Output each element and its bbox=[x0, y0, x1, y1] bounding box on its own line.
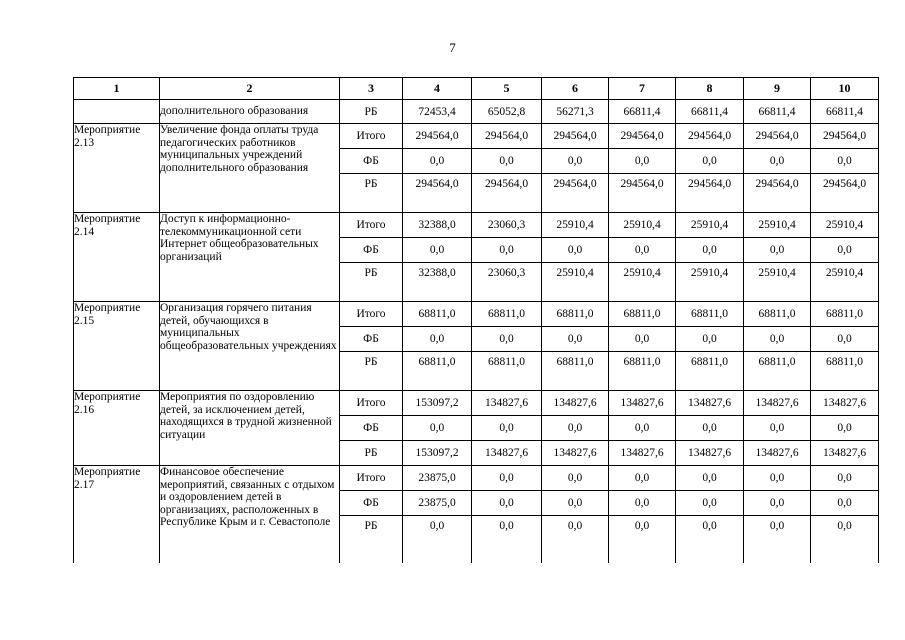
value-cell: 294564,0 bbox=[472, 124, 542, 149]
value-cell: 294564,0 bbox=[403, 174, 472, 213]
value-cell: 68811,0 bbox=[811, 302, 879, 327]
value-cell: 0,0 bbox=[472, 416, 542, 441]
value-cell: 294564,0 bbox=[676, 124, 744, 149]
value-cell: 0,0 bbox=[403, 327, 472, 352]
measure-label: Мероприятие 2.15 bbox=[74, 302, 160, 391]
funding-source: РБ bbox=[340, 174, 403, 213]
value-cell: 0,0 bbox=[542, 466, 609, 491]
value-cell: 68811,0 bbox=[472, 302, 542, 327]
value-cell: 0,0 bbox=[403, 149, 472, 174]
funding-source: ФБ bbox=[340, 238, 403, 263]
funding-source: Итого bbox=[340, 302, 403, 327]
value-cell: 0,0 bbox=[676, 416, 744, 441]
table-row bbox=[74, 213, 879, 238]
value-cell: 134827,6 bbox=[676, 391, 744, 416]
value-cell: 68811,0 bbox=[542, 302, 609, 327]
value-cell: 68811,0 bbox=[676, 302, 744, 327]
value-cell: 0,0 bbox=[744, 491, 811, 516]
funding-source: РБ bbox=[340, 100, 403, 124]
funding-source: ФБ bbox=[340, 416, 403, 441]
funding-source: РБ bbox=[340, 441, 403, 466]
funding-source: ФБ bbox=[340, 327, 403, 352]
value-cell: 0,0 bbox=[472, 491, 542, 516]
value-cell: 153097,2 bbox=[403, 441, 472, 466]
value-cell: 0,0 bbox=[744, 327, 811, 352]
value-cell: 0,0 bbox=[676, 491, 744, 516]
page-number: 7 bbox=[449, 40, 456, 55]
value-cell: 0,0 bbox=[744, 516, 811, 580]
value-cell: 153097,2 bbox=[403, 391, 472, 416]
funding-source: Итого bbox=[340, 391, 403, 416]
value-cell: 0,0 bbox=[609, 466, 676, 491]
value-cell: 0,0 bbox=[472, 466, 542, 491]
header-cell: 9 bbox=[744, 78, 811, 100]
measure-description: Мероприятия по оздоровлению детей, за исключением детей, находящихся в трудной жизненной ситуации bbox=[160, 391, 340, 466]
header-cell: 6 bbox=[542, 78, 609, 100]
measure-description: Финансовое обеспечение мероприятий, связанных с отдыхом и оздоровлением детей в организациях, расположенных в Республике Крым и г. Севастополе bbox=[160, 466, 340, 580]
value-cell: 294564,0 bbox=[472, 174, 542, 213]
value-cell: 23060,3 bbox=[472, 263, 542, 302]
value-cell: 294564,0 bbox=[744, 174, 811, 213]
value-cell: 0,0 bbox=[472, 516, 542, 580]
value-cell: 68811,0 bbox=[744, 352, 811, 391]
value-cell: 0,0 bbox=[472, 238, 542, 263]
value-cell: 294564,0 bbox=[542, 124, 609, 149]
header-cell: 1 bbox=[74, 78, 160, 100]
value-cell: 134827,6 bbox=[472, 391, 542, 416]
value-cell: 56271,3 bbox=[542, 100, 609, 124]
value-cell: 0,0 bbox=[609, 516, 676, 580]
value-cell: 0,0 bbox=[542, 149, 609, 174]
value-cell: 0,0 bbox=[472, 327, 542, 352]
value-cell: 0,0 bbox=[744, 416, 811, 441]
table-row bbox=[74, 391, 879, 416]
value-cell: 68811,0 bbox=[472, 352, 542, 391]
value-cell: 0,0 bbox=[472, 149, 542, 174]
value-cell: 68811,0 bbox=[403, 302, 472, 327]
value-cell: 134827,6 bbox=[811, 391, 879, 416]
value-cell: 68811,0 bbox=[609, 352, 676, 391]
funding-source: РБ bbox=[340, 516, 403, 580]
value-cell: 25910,4 bbox=[609, 213, 676, 238]
value-cell: 25910,4 bbox=[811, 213, 879, 238]
value-cell: 0,0 bbox=[609, 416, 676, 441]
value-cell: 0,0 bbox=[542, 516, 609, 580]
value-cell: 134827,6 bbox=[542, 391, 609, 416]
table-row bbox=[74, 466, 879, 491]
funding-source: Итого bbox=[340, 466, 403, 491]
funding-source: ФБ bbox=[340, 491, 403, 516]
value-cell: 0,0 bbox=[811, 516, 879, 580]
value-cell: 0,0 bbox=[542, 238, 609, 263]
value-cell: 0,0 bbox=[744, 149, 811, 174]
value-cell: 0,0 bbox=[811, 149, 879, 174]
measure-description: Организация горячего питания детей, обучающихся в муниципальных общеобразовательных учреждениях bbox=[160, 302, 340, 391]
measure-label: Мероприятие 2.16 bbox=[74, 391, 160, 466]
measure-description: дополнительного образования bbox=[160, 100, 340, 124]
measure-description: Увеличение фонда оплаты труда педагогических работников муниципальных учреждений дополнительного образования bbox=[160, 124, 340, 213]
value-cell: 0,0 bbox=[811, 491, 879, 516]
header-cell: 3 bbox=[340, 78, 403, 100]
value-cell: 65052,8 bbox=[472, 100, 542, 124]
measure-label: Мероприятие 2.13 bbox=[74, 124, 160, 213]
value-cell: 32388,0 bbox=[403, 213, 472, 238]
value-cell: 0,0 bbox=[676, 466, 744, 491]
value-cell: 25910,4 bbox=[542, 213, 609, 238]
value-cell: 66811,4 bbox=[811, 100, 879, 124]
table-body bbox=[74, 100, 879, 606]
value-cell: 134827,6 bbox=[676, 441, 744, 466]
header-cell: 10 bbox=[811, 78, 879, 100]
value-cell: 68811,0 bbox=[676, 352, 744, 391]
measure-label: Мероприятие 2.17 bbox=[74, 466, 160, 580]
value-cell: 0,0 bbox=[676, 149, 744, 174]
value-cell: 72453,4 bbox=[403, 100, 472, 124]
value-cell: 294564,0 bbox=[744, 124, 811, 149]
value-cell: 294564,0 bbox=[609, 124, 676, 149]
value-cell: 0,0 bbox=[542, 491, 609, 516]
value-cell: 134827,6 bbox=[609, 441, 676, 466]
value-cell: 25910,4 bbox=[744, 213, 811, 238]
value-cell: 68811,0 bbox=[403, 352, 472, 391]
value-cell: 32388,0 bbox=[403, 263, 472, 302]
header-cell: 4 bbox=[403, 78, 472, 100]
value-cell: 23875,0 bbox=[403, 491, 472, 516]
value-cell: 25910,4 bbox=[542, 263, 609, 302]
budget-table bbox=[73, 77, 879, 606]
value-cell: 294564,0 bbox=[403, 124, 472, 149]
value-cell: 68811,0 bbox=[744, 302, 811, 327]
table-row bbox=[74, 100, 879, 124]
value-cell: 68811,0 bbox=[609, 302, 676, 327]
funding-source: ФБ bbox=[340, 149, 403, 174]
value-cell: 25910,4 bbox=[744, 263, 811, 302]
page-bottom-margin bbox=[0, 563, 905, 640]
header-cell: 5 bbox=[472, 78, 542, 100]
funding-source: Итого bbox=[340, 213, 403, 238]
value-cell: 23060,3 bbox=[472, 213, 542, 238]
value-cell: 134827,6 bbox=[609, 391, 676, 416]
value-cell: 0,0 bbox=[676, 327, 744, 352]
value-cell: 68811,0 bbox=[542, 352, 609, 391]
measure-description: Доступ к информационно-телекоммуникационной сети Интернет общеобразовательных организаций bbox=[160, 213, 340, 302]
value-cell: 25910,4 bbox=[676, 213, 744, 238]
table-row bbox=[74, 124, 879, 149]
value-cell: 0,0 bbox=[542, 416, 609, 441]
value-cell: 0,0 bbox=[403, 516, 472, 580]
value-cell: 25910,4 bbox=[609, 263, 676, 302]
value-cell: 294564,0 bbox=[811, 124, 879, 149]
value-cell: 0,0 bbox=[609, 327, 676, 352]
header-cell: 7 bbox=[609, 78, 676, 100]
value-cell: 66811,4 bbox=[676, 100, 744, 124]
value-cell: 294564,0 bbox=[811, 174, 879, 213]
value-cell: 294564,0 bbox=[609, 174, 676, 213]
value-cell: 294564,0 bbox=[542, 174, 609, 213]
value-cell: 134827,6 bbox=[744, 391, 811, 416]
value-cell: 68811,0 bbox=[811, 352, 879, 391]
value-cell: 0,0 bbox=[811, 466, 879, 491]
value-cell: 0,0 bbox=[609, 149, 676, 174]
value-cell: 0,0 bbox=[744, 238, 811, 263]
value-cell: 0,0 bbox=[744, 466, 811, 491]
table-row bbox=[74, 302, 879, 327]
value-cell: 0,0 bbox=[811, 327, 879, 352]
value-cell: 134827,6 bbox=[542, 441, 609, 466]
value-cell: 294564,0 bbox=[676, 174, 744, 213]
value-cell: 0,0 bbox=[403, 238, 472, 263]
value-cell: 0,0 bbox=[811, 416, 879, 441]
value-cell: 0,0 bbox=[609, 238, 676, 263]
value-cell: 0,0 bbox=[676, 238, 744, 263]
value-cell: 134827,6 bbox=[811, 441, 879, 466]
header-cell: 2 bbox=[160, 78, 340, 100]
value-cell: 25910,4 bbox=[676, 263, 744, 302]
funding-source: Итого bbox=[340, 124, 403, 149]
value-cell: 134827,6 bbox=[472, 441, 542, 466]
header-cell: 8 bbox=[676, 78, 744, 100]
value-cell: 0,0 bbox=[542, 327, 609, 352]
measure-label-cell bbox=[74, 100, 160, 124]
header-row bbox=[74, 78, 879, 100]
value-cell: 0,0 bbox=[403, 416, 472, 441]
measure-label: Мероприятие 2.14 bbox=[74, 213, 160, 302]
funding-source: РБ bbox=[340, 263, 403, 302]
value-cell: 134827,6 bbox=[744, 441, 811, 466]
value-cell: 0,0 bbox=[811, 238, 879, 263]
value-cell: 23875,0 bbox=[403, 466, 472, 491]
value-cell: 0,0 bbox=[676, 516, 744, 580]
value-cell: 66811,4 bbox=[744, 100, 811, 124]
funding-source: РБ bbox=[340, 352, 403, 391]
value-cell: 66811,4 bbox=[609, 100, 676, 124]
value-cell: 0,0 bbox=[609, 491, 676, 516]
value-cell: 25910,4 bbox=[811, 263, 879, 302]
